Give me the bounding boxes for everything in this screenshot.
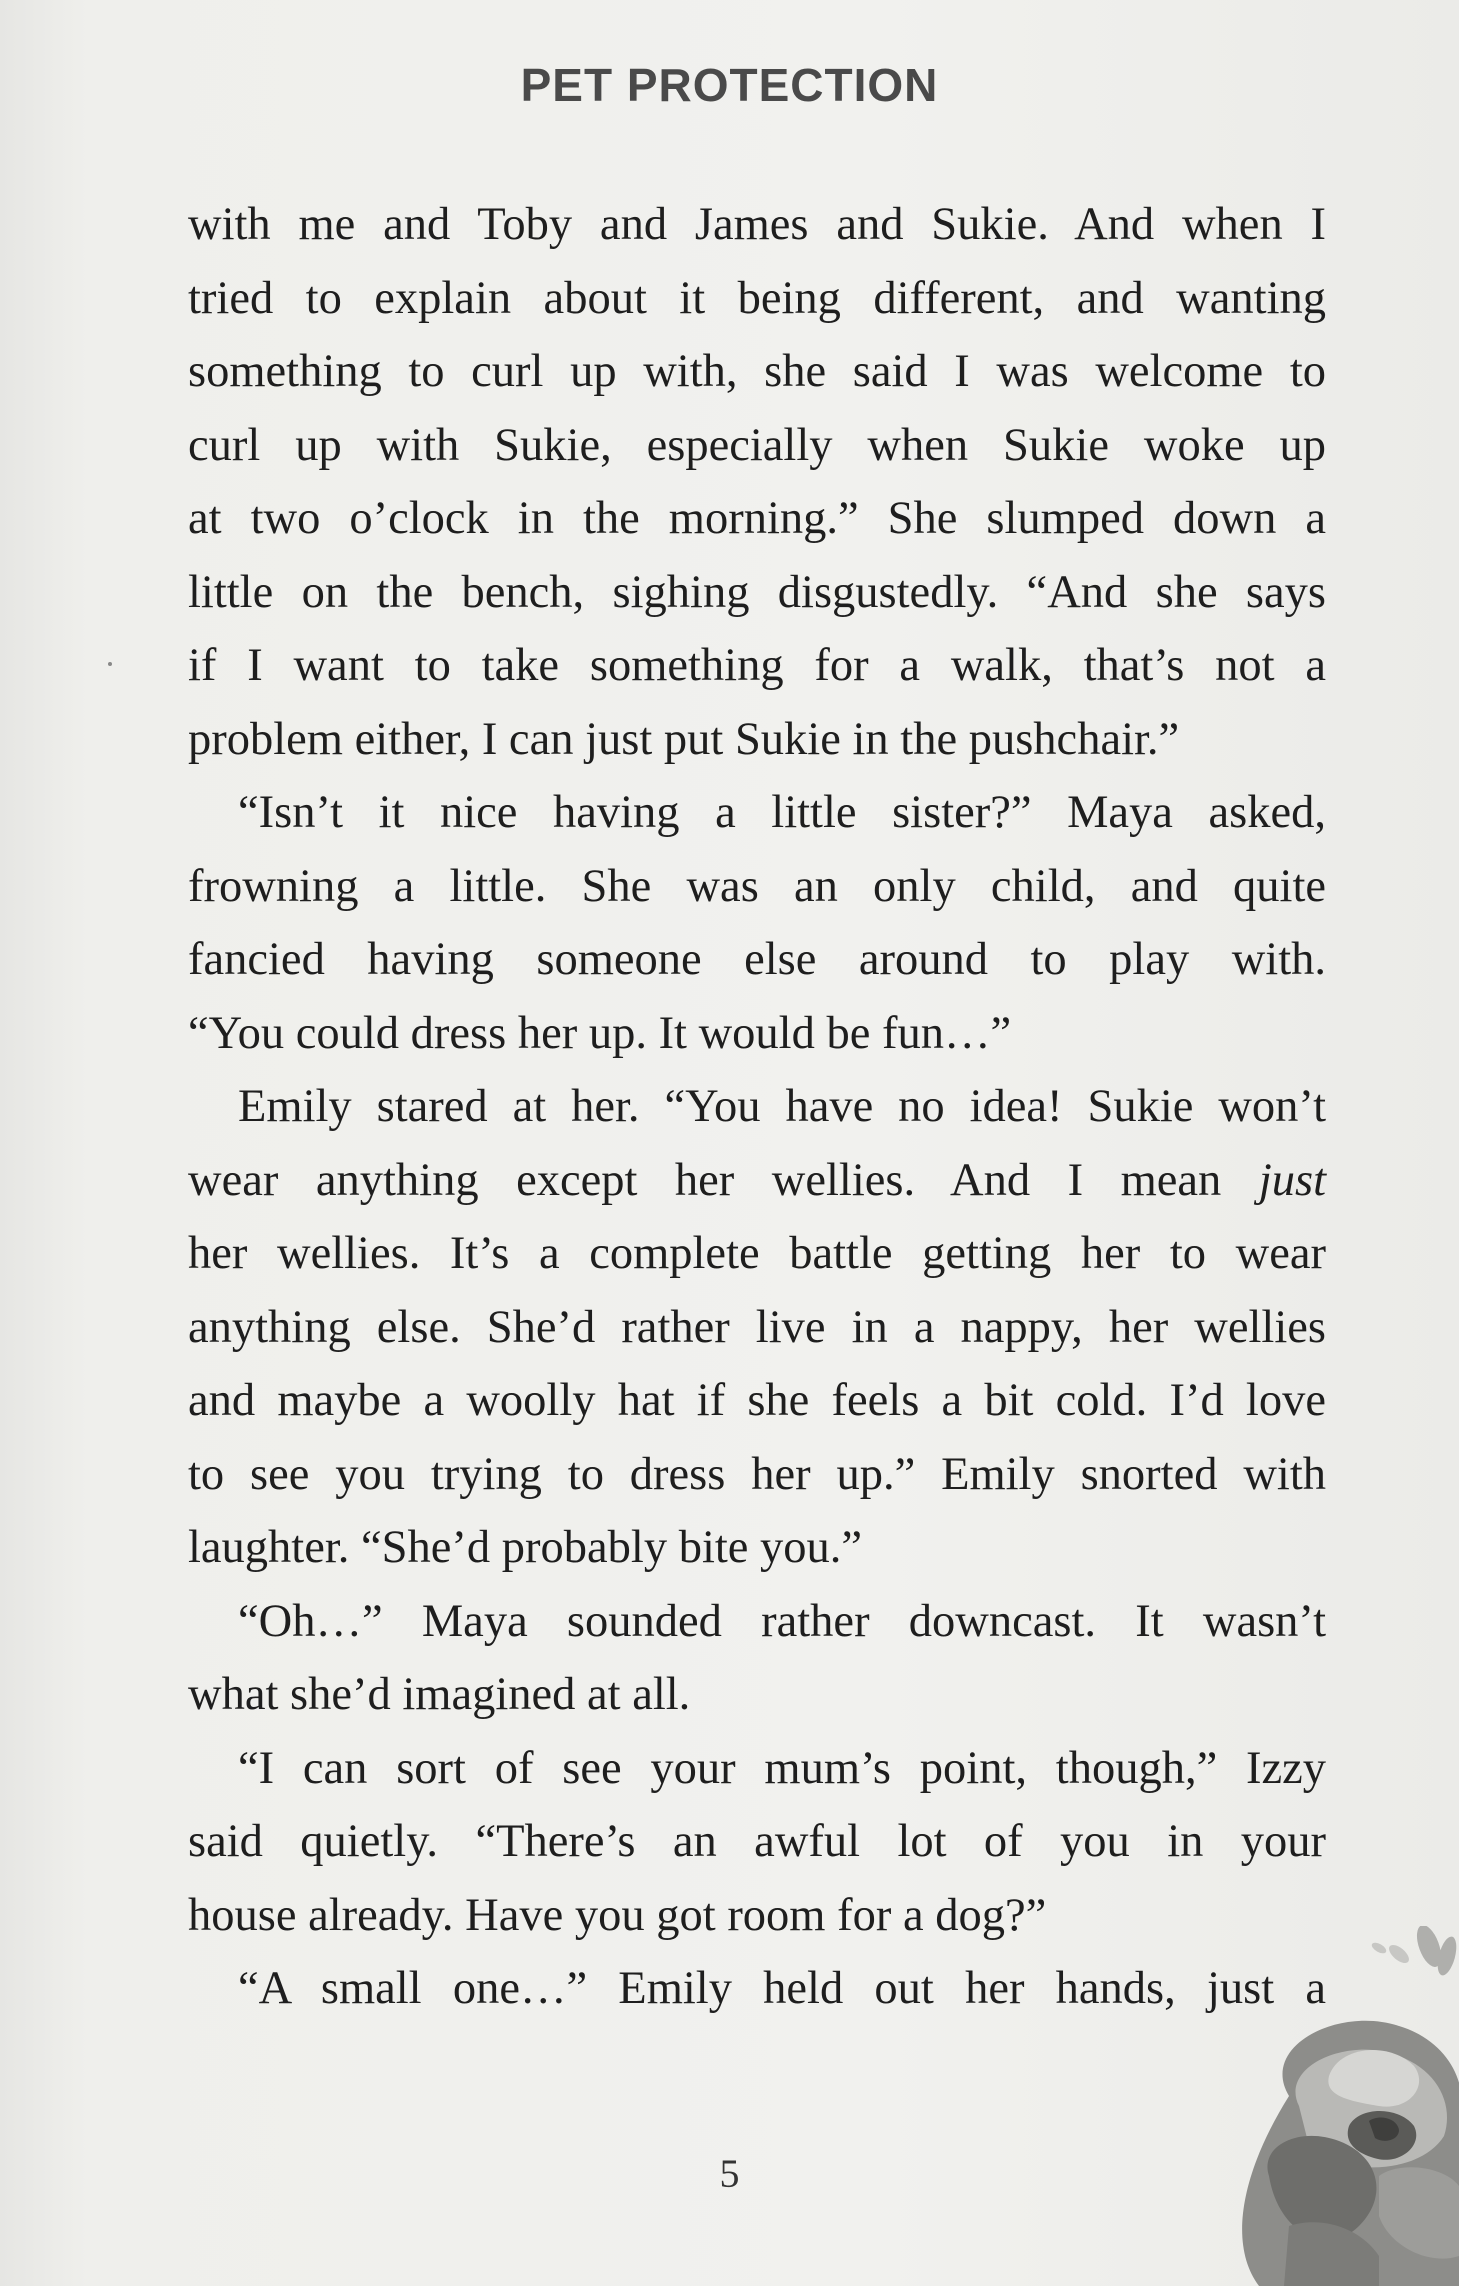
text-line: Emily stared at her. “You have no idea! Sukie won’t [238,1081,1326,1132]
text-line: fancied having someone else around to play with. [188,934,1326,985]
text-line [188,1144,1326,1218]
text-line: frowning a little. She was an only child, and quite [188,860,1326,912]
flower-illustration-icon [1229,1926,1459,2286]
text-line: “A small one…” Emily held out her hands, just a [238,1963,1326,2014]
emphasis-text: just [1258,1154,1326,1206]
text-line: little on the bench, sighing disgustedly. “And she says [188,566,1326,618]
text-line: anything else. She’d rather live in a nappy, her wellies [188,1301,1326,1353]
text-segment: wear anything except her wellies. And I mean [188,1154,1259,1206]
text-line: problem either, I can just put Sukie in the pushchair.” [188,713,1180,765]
text-line: and maybe a woolly hat if she feels a bit cold. I’d love [188,1375,1326,1426]
running-head: PET PROTECTION [520,59,939,111]
text-line: at two o’clock in the morning.” She slumped down a [188,493,1326,544]
text-line: something to curl up with, she said I was welcome to [188,346,1326,397]
text-line: “Isn’t it nice having a little sister?” Maya asked, [238,787,1326,838]
text-line: said quietly. “There’s an awful lot of you in your [188,1816,1326,1867]
text-line: if I want to take something for a walk, that’s not a [188,640,1326,691]
text-line: with me and Toby and James and Sukie. And when I [188,199,1326,250]
text-line: to see you trying to dress her up.” Emily snorted with [188,1448,1326,1500]
text-line: house already. Have you got room for a dog?” [188,1889,1047,1941]
text-line: laughter. “She’d probably bite you.” [188,1522,863,1573]
paper-speck [108,662,112,666]
text-line: her wellies. It’s a complete battle getting her to wear [188,1228,1326,1279]
text-line: “You could dress her up. It would be fun…” [188,1007,1012,1059]
page-number: 5 [719,2151,740,2196]
text-line: what she’d imagined at all. [188,1669,691,1720]
text-line: “I can sort of see your mum’s point, though,” Izzy [238,1742,1326,1794]
text-line: “Oh…” Maya sounded rather downcast. It wasn’t [238,1595,1326,1647]
text-line: curl up with Sukie, especially when Sukie woke up [188,419,1326,471]
text-line: tried to explain about it being different, and wanting [188,272,1326,324]
body-text [188,188,1326,2026]
